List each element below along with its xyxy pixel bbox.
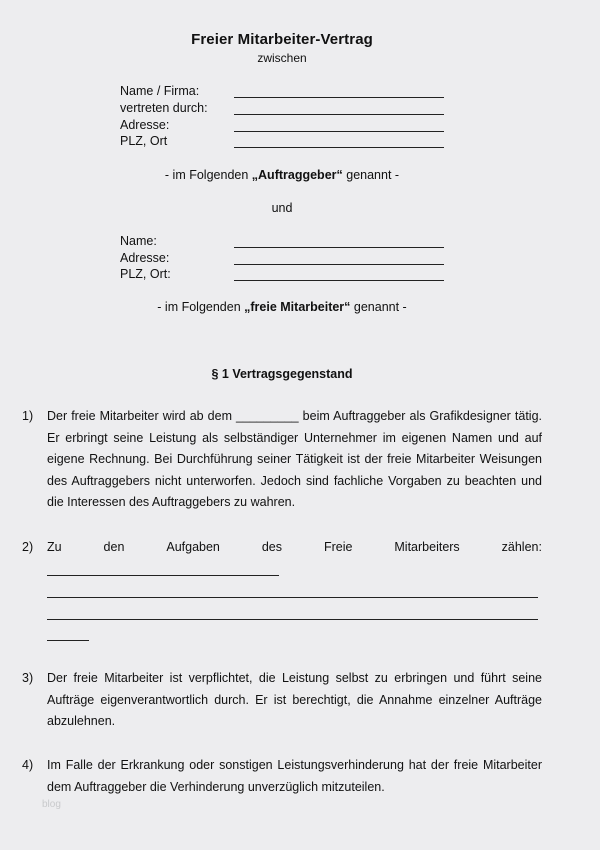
clause-2-word: Aufgaben [166,540,220,554]
section-heading: § 1 Vertragsgegenstand [211,367,353,381]
party1-city-label: PLZ, Ort [120,134,168,148]
party1-represented-label: vertreten durch: [120,101,208,115]
watermark: blog [42,799,61,810]
clause-text: Im Falle der Erkrankung oder sonstigen Leistungsverhinderung hat der freie Mitarbeiter dem Auftraggeber die Verhinderung unverzüglich mitzuteilen. [47,758,542,794]
connector-text: und [271,201,293,215]
party2-address-line[interactable] [234,264,444,265]
party2-name-line[interactable] [234,247,444,248]
clause-number: 2) [22,540,34,554]
party1-name-row [120,84,450,100]
party2-address-label: Adresse: [120,251,170,265]
party1-address-label: Adresse: [120,118,170,132]
clause-number: 4) [22,758,34,772]
party1-designation-suffix: genannt - [342,168,400,182]
party2-name-label: Name: [120,234,157,248]
party2-designation [0,300,564,314]
party2-address-row [120,251,450,267]
clause-text: Der freie Mitarbeiter ist verpflichtet, die Leistung selbst zu erbringen und führt seine Aufträge eigenverantwortlich durch. Er ist berechtigt, die Annahme einzelner Aufträge abzulehnen. [47,671,542,729]
party2-designation-suffix: genannt - [350,300,407,314]
party1-city-row [120,134,450,150]
party1-city-line[interactable] [234,147,444,148]
clause-text: Der freie Mitarbeiter wird ab dem _________ beim Auftraggeber als Grafikdesigner tätig. Er erbringt seine Leistung als selbständiger Unternehmer im eigenen Namen und auf eigene Rechnung. Bei Durchführung seiner Tätigkeit ist der freie Mitarbeiter Weisungen des Auftraggebers nicht unterworfen. Jedoch sind fachliche Vorgaben zu beachten und die Interessen des Auftraggebers zu wahren. [47,409,542,510]
task-blank-line[interactable] [47,619,538,620]
party2-city-line[interactable] [234,280,444,281]
party2-designation-prefix: - im Folgenden [157,300,245,314]
clause-2-intro [47,540,542,554]
clause-2-word: Zu [47,540,62,554]
party1-designation-prefix: - im Folgenden [164,168,252,182]
party2-city-row [120,267,450,283]
clause-2-word: zählen: [501,540,542,554]
clause-2-word: den [103,540,125,554]
party2-name-row [120,234,450,250]
party1-name-label: Name / Firma: [120,84,200,98]
party1-designation-term: „Auftraggeber“ [251,168,343,182]
party1-address-row [120,118,450,134]
clause-2-word: Freie [323,540,353,554]
task-blank-line[interactable] [47,597,538,598]
clause-number: 3) [22,671,34,685]
clause-2-word: Mitarbeiters [394,540,460,554]
document-title: Freier Mitarbeiter-Vertrag [191,31,373,48]
party1-name-line[interactable] [234,97,444,98]
party1-designation [0,168,564,182]
party2-designation-term: „freie Mitarbeiter“ [244,300,351,314]
task-blank-line[interactable] [47,575,279,576]
party1-represented-line[interactable] [234,114,444,115]
party1-represented-row [120,101,450,117]
party2-city-label: PLZ, Ort: [120,267,171,281]
clause-number: 1) [22,409,34,423]
party1-address-line[interactable] [234,131,444,132]
task-blank-line[interactable] [47,640,89,641]
document-subtitle: zwischen [257,51,307,65]
clause-2-word: des [261,540,282,554]
